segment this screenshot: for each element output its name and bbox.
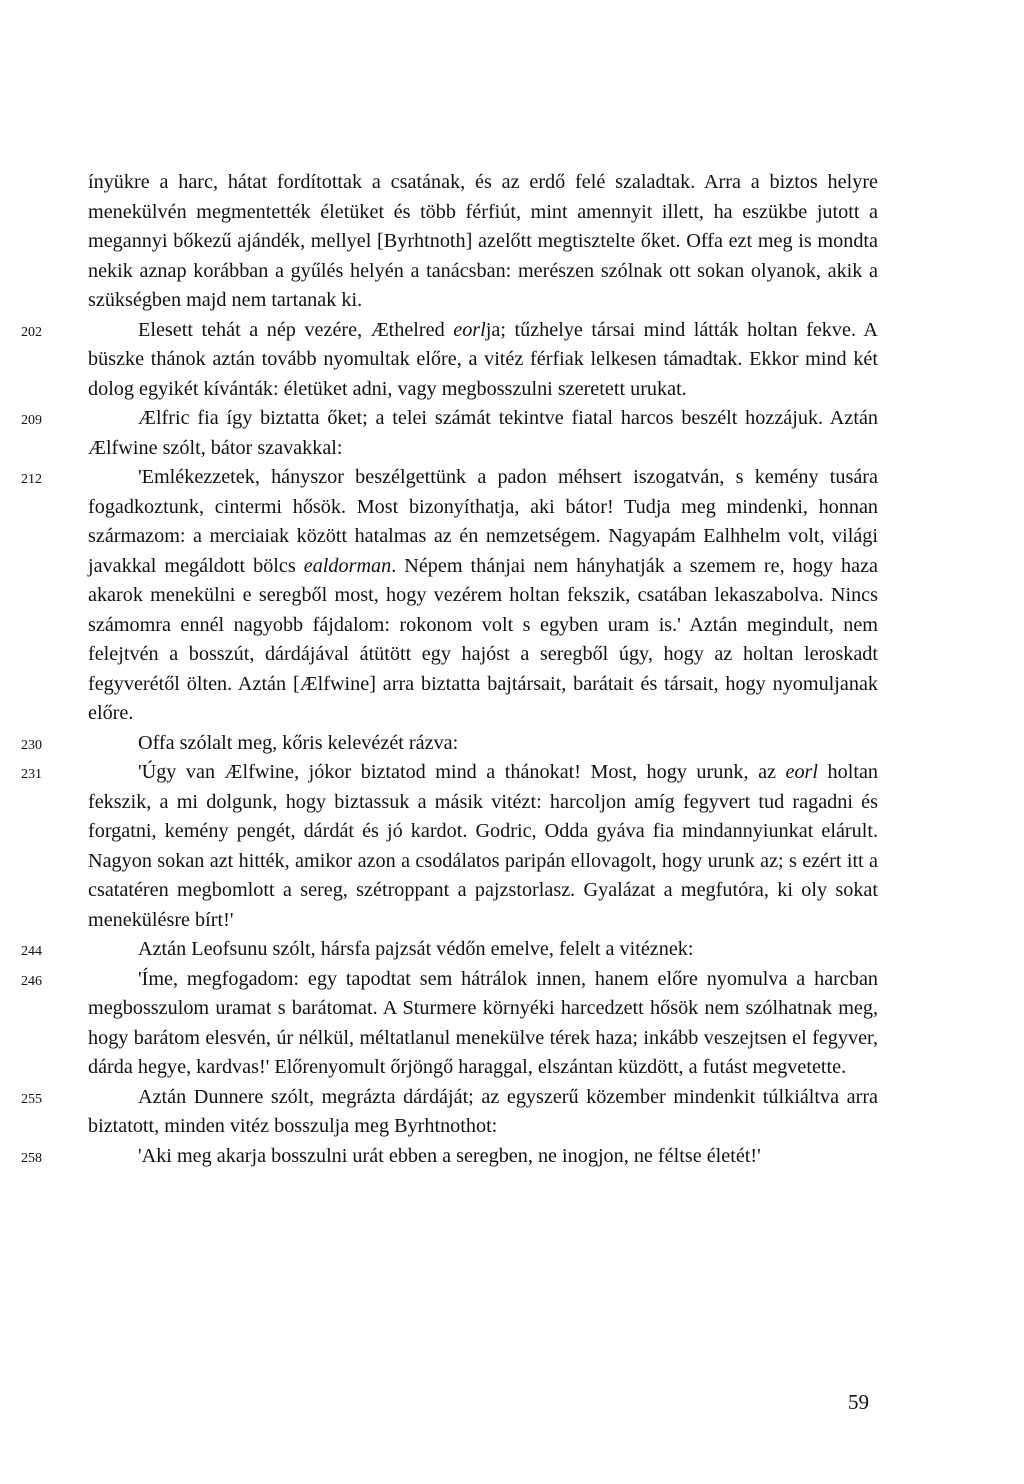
paragraph-text: Ælfric fia így biztatta őket; a telei számát tekintve fiatal harcos beszélt hozzájuk. Aztán Ælfwine szólt, bátor szavakkal:	[88, 407, 878, 459]
italic-term: eorl	[785, 761, 819, 783]
paragraph-text: Elesett tehát a nép vezére, Æthelred	[138, 318, 454, 341]
paragraph-text: 'Úgy van Ælfwine, jókor biztatod mind a thánokat! Most, hogy urunk, az	[138, 761, 786, 783]
paragraph-1	[88, 168, 878, 316]
paragraph-text: Aztán Leofsunu szólt, hársfa pajzsát védőn emelve, felelt a vitéznek:	[138, 938, 694, 960]
paragraph-text: ja; tűzhelye társai mind látták holtan fekve. A büszke thánok aztán tovább nyomultak előre, a vitéz férfiak lelkesen támadtak. Ekkor mind két dolog egyikét kívánták: életüket adni, vagy megbosszulni szeretett urukat.	[88, 318, 878, 400]
page-number: 59	[848, 1390, 869, 1414]
paragraph-212	[21, 463, 878, 729]
italic-term: ealdorman	[303, 554, 392, 577]
line-number: 244	[21, 944, 42, 959]
paragraph-text: Aztán Dunnere szólt, megrázta dárdáját; az egyszerű közember mindenkit túlkiáltva arra biztatott, minden vitéz bosszulja meg Byrhtnothot:	[88, 1085, 878, 1137]
paragraph-text: Offa szólalt meg, kőris kelevézét rázva:	[138, 731, 459, 754]
line-number: 258	[21, 1150, 42, 1166]
paragraph-258	[21, 1142, 878, 1172]
paragraph-246	[21, 965, 878, 1083]
paragraph-231	[21, 758, 878, 935]
paragraph-202	[21, 316, 878, 405]
line-number: 255	[21, 1091, 42, 1107]
paragraph-255	[21, 1083, 878, 1142]
paragraph-text: 'Aki meg akarja bosszulni urát ebben a seregben, ne inogjon, ne féltse életét!'	[138, 1144, 761, 1167]
line-number: 231	[21, 767, 42, 782]
line-number: 246	[21, 973, 42, 989]
paragraph-text: ínyükre a harc, hátat fordítottak a csatának, és az erdő felé szaladtak. Arra a biztos helyre menekülvén megmentették életüket és több férfiút, mint amennyit illett, ha eszükbe jutott a megannyi bőkezű ajándék, mellyel [Byrhtnoth] azelőtt megtisztelte őket. Offa ezt meg is mondta nekik aznap korábban a gyűlés helyén a tanácsban: merészen szólnak ott sokan olyanok, akik a szükségben majd nem tartanak ki.	[88, 171, 878, 311]
paragraph-text: 'Emlékezzetek, hányszor beszélgettünk a padon méhsert iszogatván, s kemény tusára fogadkoztunk, cintermi hősök. Most bizonyíthatja, aki bátor! Tudja meg mindenki, honnan származom: a merciaiak között hatalmas az én nemzetségem. Nagyapám Ealhhelm volt, világi javakkal megáldott bölcs	[88, 466, 878, 577]
line-number: 230	[21, 737, 42, 753]
paragraph-text: holtan fekszik, a mi dolgunk, hogy biztassuk a másik vitézt: harcoljon amíg fegyvert tud ragadni és forgatni, kemény pengét, dárdát és jó kardot. Godric, Odda gyáva fia mindannyiunkat elárult. Nagyon sokan azt hitték, amikor azon a csodálatos paripán ellovagolt, hogy urunk az; s ezért itt a csatatéren megbomlott a sereg, szétroppant a pajzstorlasz. Gyalázat a megfutóra, ki oly sokat menekülésre bírt!'	[88, 761, 878, 931]
paragraph-230	[21, 729, 878, 759]
paragraph-text: 'Íme, megfogadom: egy tapodtat sem hátrálok innen, hanem előre nyomulva a harcban megbosszulom uramat s barátomat. A Sturmere környéki harcedzett hősök nem szólhatnak meg, hogy barátom elesvén, úr nélkül, méltatlanul menekülve térek haza; inkább veszejtsen el fegyver, dárda hegye, kardvas!' Előrenyomult őrjöngő haraggal, elszántan küzdött, a futást megvetette.	[88, 967, 878, 1078]
italic-term: eorl	[453, 318, 486, 341]
paragraph-244	[21, 935, 878, 965]
line-number: 202	[21, 324, 42, 340]
line-number: 209	[21, 413, 42, 428]
line-number: 212	[21, 472, 42, 487]
paragraph-209	[21, 404, 878, 463]
page-text	[21, 168, 878, 1171]
paragraph-text: . Népem thánjai nem hányhatják a szemem re, hogy haza akarok menekülni e seregből most, hogy vezérem holtan fekszik, csatában lekaszabolva. Nincs számomra ennél nagyobb fájdalom: rokonom volt s egyben uram is.' Aztán megindult, nem felejtvén a bosszút, dárdájával átütött egy hajóst a seregből úgy, hogy az holtan leroskadt fegyverétől ölten. Aztán [Ælfwine] arra biztatta bajtársait, barátait és társait, hogy nyomuljanak előre.	[88, 554, 878, 724]
